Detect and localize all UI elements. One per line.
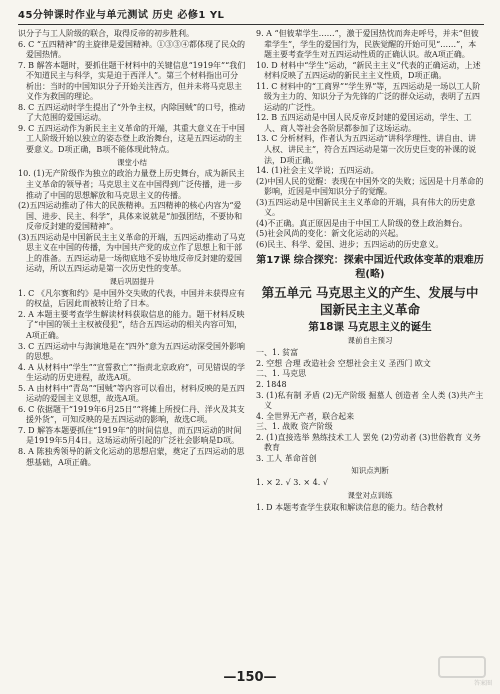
unit-title: 第五单元 马克思主义的产生、发展与中国新民主主义革命 [261, 284, 479, 317]
practice-heading: 课堂对点训练 [347, 490, 393, 500]
practice-answer: 1. D 本题考查学生获取和解读信息的能力。结合教材 [256, 502, 444, 512]
page-number: —150— [223, 669, 277, 685]
answer-line: (2)五四运动推动了伟大的民族精神。五四精神的核心内容为“爱国、进步、民主、科学”，具体来说就是“加强团结，不要协和反帝反封建的爱国精神”。 [18, 201, 243, 232]
content-columns [18, 29, 484, 513]
answer-line: 6. C “五四精神”的主旋律是爱国精神。①③③④都体现了民众的爱国热情。 [18, 39, 246, 60]
answer-line: 4. 全世界无产者，联合起来 [256, 411, 355, 421]
answer-line: (3)五四运动是中国新民主主义革命的开端，具有伟大的历史意义。 [256, 197, 476, 218]
section-heading: 课堂小结 [117, 157, 147, 167]
answer-line: 3. C 五四运动中与海演地是在“四外”意为五四运动深受国外影响的思想。 [18, 341, 246, 362]
left-column [18, 29, 246, 513]
watermark-box-icon [438, 656, 486, 678]
answer-line: (2)中国人民的觉醒：表现在中国外交的失败；远因是十月革命的影响，近因是中国知识分子的觉醒。 [256, 176, 484, 197]
answer-line: 2. A 本题主要考查学生解读材料获取信息的能力。题干材料反映了“中国的领土主权被侵犯”，结合五四运动的相关内容可知，A项正确。 [18, 309, 245, 340]
answer-line: 8. A 陈独秀领导的新文化运动的思想启蒙，奠定了五四运动的思想基础，A项正确。 [18, 447, 245, 467]
watermark-text: 答案圈 [473, 680, 492, 688]
answer-line: 2. (1)直接选举 熟练技术工人 罢免 (2)劳动者 (3)世俗教育 义务教育 [256, 432, 481, 453]
answer-line: (6)民主、科学、爱国、进步；五四运动的历史意义。 [256, 239, 444, 249]
answer-line: (4)不正确。真正原因是由于中国工人阶级的登上政治舞台。 [256, 218, 468, 228]
lesson-18-title: 第18课 马克思主义的诞生 [308, 320, 432, 333]
answer-line: 7. B 解答本题时，要抓住题干材料中的关键信息“1919年”“我们不知道民主与科学，实是迫于西洋人”。第三个材料指出可分析出：当时的中国知识分子开始关注西方，但并未将马克思主义作为救国的理论。 [18, 60, 246, 102]
answer-line: 6. C 依据题干“1919年6月25日”“将摊上所授仁丹、洋火及其支援外货”，可知反映的是五四运动的影响，故选C项。 [18, 404, 245, 425]
answer-line: 2. 1848 [256, 380, 287, 389]
answer-line: 11. C 材料中的“工商界”“学生界”等，五四运动是一场以工人阶级为主力的、知识分子为先锋的广泛的群众运动，表明了五四运动的广泛性。 [256, 81, 481, 112]
answer-line: 3. (1)私有制 矛盾 (2)无产阶级 掘墓人 创造者 全人类 (3)共产主义 [256, 390, 484, 411]
answer-line: 1. C 《凡尔赛和约》是中国外交失败的代表，中国并未获得应有的权益，后因此而被转让给了日本。 [18, 288, 245, 309]
preview-heading: 课前自主预习 [347, 336, 393, 346]
answer-line: 14. (1)社会主义学说；五四运动。 [256, 166, 379, 176]
answer-line: 9. A “但彼辈学生……”，激于爱国热忱而奔走呼号，并未“但彼辈学生”，学生的爱国行为，民族觉醒的开始可见“……”，本题主要考查学生对五四运动性质的正确认识。故A项正确。 [256, 29, 479, 60]
answer-line: 7. D 解答本题要抓住“1919年”的时间信息，而五四运动的时间是1919年5月4日。这场运动所引起的广泛社会影响是D项。 [18, 425, 242, 446]
judge-answers: 1. × 2. √ 3. × 4. √ [256, 478, 328, 488]
answer-line: 3. 工人 革命首创 [256, 453, 317, 463]
lesson-17-title: 第17课 综合探究：探索中国近代政体变革的艰难历程(略) [256, 255, 484, 280]
answer-line: 10. D 材料中“学生”运动，“新民主主义”代表的正确运动，上述材料反映了五四运动的新民主主义性质，D项正确。 [256, 60, 481, 81]
answer-line: (5)社会风尚的变化：新文化运动的兴起。 [256, 229, 404, 239]
section-heading: 课后巩固提升 [109, 276, 155, 286]
answer-line: 9. C 五四运动作为新民主主义革命的开端，其重大意义在于中国工人阶级开始以独立的姿态登上政治舞台，这是五四运动的主要意义。D项正确，B项不能体现此特点。 [18, 123, 245, 155]
answer-line: 二、1. 马克思 [256, 369, 307, 379]
answer-line: 4. A 从材料中“学生”“宣誓救亡”“指责北京政府”，可见错误的学生运动的历史进程，故选A项。 [18, 362, 246, 383]
answer-line: (3)五四运动是中国新民主主义革命的开端，五四运动推动了马克思主义在中国的传播，为中国共产党的成立作了思想上和干部上的准备。五四运动是一场彻底地不妥协地反帝反封建的爱国运动，所以五四运动是第一次历史性的变革。 [18, 232, 246, 274]
judge-heading: 知识点判断 [351, 466, 389, 476]
watermark-logo [430, 654, 494, 690]
header-title: 45分钟课时作业与单元测试 历史 必修1 YL [18, 9, 225, 21]
answer-line: 2. 空想 合理 改造社会 空想社会主义 圣西门 欧文 [256, 358, 431, 368]
answer-line: 识分子与工人阶级的联合，取得反帝的初步胜利。 [18, 29, 194, 38]
answer-line: 13. C 分析材料，作者认为五四运动“讲科学理性、讲自由、讲人权、讲民主”，符合五四运动是第一次历史巨变的补课的说法，D项正确。 [256, 134, 477, 165]
answer-line: 8. C 五四运动时学生提出了“外争主权，内除国贼”的口号，推动了大范围的爱国运动。 [18, 102, 246, 123]
page-header [18, 0, 484, 25]
answer-line: 一、1. 贫富 [256, 348, 299, 358]
right-column [256, 29, 484, 513]
answer-line: 5. A 由材料中“青岛”“国贼”等内容可以看出，材料反映的是五四运动的爱国主义思想，故选A项。 [18, 383, 245, 404]
answer-line: 三、1. 战败 资产阶级 [256, 422, 333, 432]
answer-line: 12. B 五四运动是中国人民反帝反封建的爱国运动，学生、工人、商人等社会各阶层都参加了这场运动。 [256, 113, 472, 133]
answer-line: 10. (1)无产阶级作为独立的政治力量登上历史舞台，成为新民主主义革命的领导者；马克思主义在中国得到广泛传播，进一步推动了中国的思想解放和马克思主义的传播。 [18, 169, 245, 200]
